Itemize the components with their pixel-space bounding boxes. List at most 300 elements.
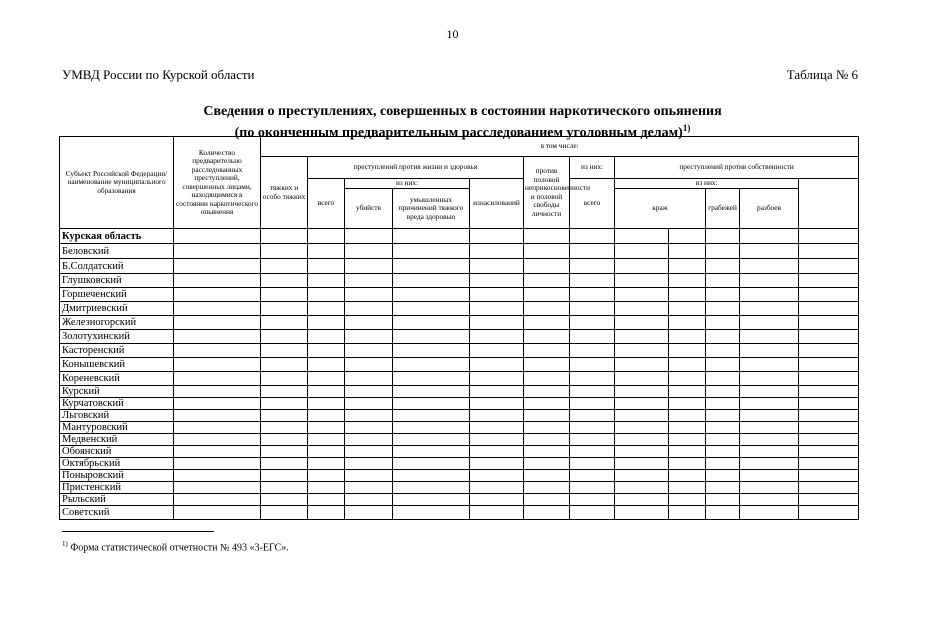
table-cell bbox=[570, 274, 615, 288]
table-cell bbox=[615, 398, 669, 410]
table-cell bbox=[740, 259, 799, 274]
table-cell bbox=[174, 330, 261, 344]
table-cell bbox=[706, 372, 740, 386]
table-cell bbox=[799, 316, 859, 330]
table-cell bbox=[174, 458, 261, 470]
table-cell bbox=[740, 398, 799, 410]
title-footnote-mark: 1) bbox=[682, 123, 691, 133]
table-cell bbox=[524, 470, 570, 482]
table-cell bbox=[470, 458, 524, 470]
table-cell bbox=[174, 302, 261, 316]
table-cell bbox=[261, 358, 308, 372]
table-cell bbox=[393, 372, 470, 386]
table-cell bbox=[706, 434, 740, 446]
table-cell bbox=[308, 506, 345, 520]
header-sexual: против половой неприкосновенности и половой свободы личности bbox=[524, 157, 570, 229]
table-cell bbox=[174, 494, 261, 506]
table-cell bbox=[524, 458, 570, 470]
table-cell bbox=[345, 446, 393, 458]
table-cell bbox=[470, 358, 524, 372]
table-cell bbox=[308, 302, 345, 316]
table-cell bbox=[524, 386, 570, 398]
table-cell bbox=[799, 410, 859, 422]
table-cell bbox=[669, 506, 706, 520]
table-cell bbox=[669, 344, 706, 358]
table-cell bbox=[706, 316, 740, 330]
table-cell bbox=[740, 316, 799, 330]
table-cell bbox=[669, 244, 706, 259]
table-cell bbox=[740, 358, 799, 372]
footnote-text: Форма статистической отчетности № 493 «3-ЕГС». bbox=[67, 542, 289, 554]
table-cell bbox=[470, 482, 524, 494]
table-cell bbox=[706, 422, 740, 434]
table-cell bbox=[470, 434, 524, 446]
table-row bbox=[60, 410, 859, 422]
table-cell bbox=[345, 274, 393, 288]
table-cell bbox=[799, 470, 859, 482]
table-cell bbox=[524, 302, 570, 316]
table-cell bbox=[393, 386, 470, 398]
header-of-them-1: из них: bbox=[345, 179, 470, 189]
region-name: Советский bbox=[60, 506, 174, 520]
table-cell bbox=[308, 244, 345, 259]
table-cell bbox=[615, 506, 669, 520]
table-cell bbox=[740, 288, 799, 302]
table-cell bbox=[174, 259, 261, 274]
table-cell bbox=[345, 259, 393, 274]
table-cell bbox=[570, 386, 615, 398]
table-cell bbox=[261, 316, 308, 330]
table-cell bbox=[706, 274, 740, 288]
table-cell bbox=[470, 398, 524, 410]
header-total-2: всего bbox=[570, 179, 615, 229]
table-row bbox=[60, 434, 859, 446]
table-cell bbox=[308, 372, 345, 386]
table-cell bbox=[570, 259, 615, 274]
table-cell bbox=[615, 386, 669, 398]
region-name: Поныровский bbox=[60, 470, 174, 482]
table-cell bbox=[669, 372, 706, 386]
title-line-1: Сведения о преступлениях, совершенных в состоянии наркотического опьянения bbox=[203, 104, 722, 119]
table-cell bbox=[570, 358, 615, 372]
table-cell bbox=[524, 482, 570, 494]
table-cell bbox=[308, 229, 345, 244]
table-cell bbox=[570, 229, 615, 244]
table-cell bbox=[706, 244, 740, 259]
table-cell bbox=[799, 358, 859, 372]
table-cell bbox=[615, 302, 669, 316]
table-cell bbox=[524, 434, 570, 446]
table-cell bbox=[524, 316, 570, 330]
table-cell bbox=[174, 446, 261, 458]
table-cell bbox=[345, 288, 393, 302]
table-cell bbox=[470, 244, 524, 259]
table-cell bbox=[615, 316, 669, 330]
table-cell bbox=[706, 386, 740, 398]
region-name: Льговский bbox=[60, 410, 174, 422]
table-number: Таблица № 6 bbox=[786, 67, 858, 82]
table-cell bbox=[393, 494, 470, 506]
table-cell bbox=[470, 470, 524, 482]
table-cell bbox=[524, 446, 570, 458]
table-cell bbox=[308, 470, 345, 482]
table-cell bbox=[345, 422, 393, 434]
table-cell bbox=[174, 372, 261, 386]
table-cell bbox=[524, 398, 570, 410]
page-number: 10 bbox=[446, 27, 459, 41]
table-cell bbox=[345, 358, 393, 372]
header-thefts: краж bbox=[615, 189, 706, 229]
table-cell bbox=[524, 494, 570, 506]
table-cell bbox=[669, 229, 706, 244]
table-cell bbox=[570, 316, 615, 330]
table-cell bbox=[740, 410, 799, 422]
table-cell bbox=[470, 274, 524, 288]
table-cell bbox=[615, 259, 669, 274]
table-cell bbox=[669, 494, 706, 506]
header-against-property: преступлений против собственности bbox=[615, 157, 859, 179]
table-cell bbox=[261, 410, 308, 422]
table-cell bbox=[799, 372, 859, 386]
table-cell bbox=[706, 446, 740, 458]
table-cell bbox=[799, 494, 859, 506]
table-row bbox=[60, 274, 859, 288]
table-cell bbox=[174, 470, 261, 482]
table-cell bbox=[261, 244, 308, 259]
table-cell bbox=[706, 494, 740, 506]
table-cell bbox=[470, 229, 524, 244]
table-cell bbox=[174, 358, 261, 372]
region-name: Кореневский bbox=[60, 372, 174, 386]
region-name: Беловский bbox=[60, 244, 174, 259]
table-cell bbox=[799, 422, 859, 434]
table-cell bbox=[308, 259, 345, 274]
region-name: Рыльский bbox=[60, 494, 174, 506]
table-cell bbox=[261, 344, 308, 358]
region-name: Курский bbox=[60, 386, 174, 398]
table-cell bbox=[615, 410, 669, 422]
table-cell bbox=[669, 434, 706, 446]
table-cell bbox=[570, 494, 615, 506]
table-cell bbox=[669, 302, 706, 316]
table-cell bbox=[524, 244, 570, 259]
region-name: Горшеченский bbox=[60, 288, 174, 302]
table-cell bbox=[799, 229, 859, 244]
table-cell bbox=[308, 422, 345, 434]
table-cell bbox=[393, 398, 470, 410]
table-cell bbox=[261, 288, 308, 302]
table-cell bbox=[740, 482, 799, 494]
header-murders: убийств bbox=[345, 189, 393, 229]
table-cell bbox=[345, 506, 393, 520]
table-cell bbox=[799, 259, 859, 274]
table-cell bbox=[524, 410, 570, 422]
table-cell bbox=[345, 316, 393, 330]
table-cell bbox=[615, 372, 669, 386]
table-cell bbox=[470, 506, 524, 520]
table-cell bbox=[345, 344, 393, 358]
table-cell bbox=[615, 244, 669, 259]
table-cell bbox=[393, 434, 470, 446]
table-cell bbox=[308, 358, 345, 372]
region-name: Дмитриевский bbox=[60, 302, 174, 316]
header-assaults: разбоев bbox=[740, 189, 799, 229]
table-cell bbox=[740, 458, 799, 470]
header-of-them-3: из них: bbox=[615, 179, 799, 189]
table-cell bbox=[308, 482, 345, 494]
table-cell bbox=[740, 344, 799, 358]
table-cell bbox=[706, 344, 740, 358]
header-grievous-harm: умышленных причинений тяжкого вреда здоровью bbox=[393, 189, 470, 229]
table-cell bbox=[393, 482, 470, 494]
table-cell bbox=[345, 482, 393, 494]
table-cell bbox=[345, 302, 393, 316]
table-cell bbox=[261, 470, 308, 482]
table-cell bbox=[261, 330, 308, 344]
table-cell bbox=[261, 494, 308, 506]
table-cell bbox=[470, 422, 524, 434]
table-cell bbox=[799, 434, 859, 446]
table-cell bbox=[393, 344, 470, 358]
table-cell bbox=[345, 410, 393, 422]
table-cell bbox=[308, 330, 345, 344]
table-cell bbox=[524, 274, 570, 288]
table-cell bbox=[308, 288, 345, 302]
table-cell bbox=[261, 398, 308, 410]
table-cell bbox=[615, 229, 669, 244]
table-cell bbox=[799, 274, 859, 288]
table-row bbox=[60, 244, 859, 259]
table-cell bbox=[393, 330, 470, 344]
table-cell bbox=[669, 458, 706, 470]
table-cell bbox=[470, 386, 524, 398]
table-cell bbox=[706, 358, 740, 372]
table-cell bbox=[174, 482, 261, 494]
region-name: Железногорский bbox=[60, 316, 174, 330]
table-cell bbox=[799, 344, 859, 358]
table-cell bbox=[308, 446, 345, 458]
table-cell bbox=[799, 398, 859, 410]
table-row bbox=[60, 302, 859, 316]
table-cell bbox=[174, 434, 261, 446]
table-cell bbox=[669, 398, 706, 410]
table-cell bbox=[615, 494, 669, 506]
table-cell bbox=[615, 458, 669, 470]
table-cell bbox=[470, 446, 524, 458]
header-subject: Субъект Российской Федерации/ наименование муниципального образования bbox=[60, 137, 174, 229]
table-cell bbox=[799, 330, 859, 344]
table-cell bbox=[706, 482, 740, 494]
table-cell bbox=[174, 274, 261, 288]
table-cell bbox=[470, 372, 524, 386]
table-cell bbox=[669, 470, 706, 482]
table-cell bbox=[799, 302, 859, 316]
table-cell bbox=[261, 506, 308, 520]
table-cell bbox=[570, 398, 615, 410]
region-name: Золотухинский bbox=[60, 330, 174, 344]
table-cell bbox=[570, 344, 615, 358]
table-cell bbox=[393, 358, 470, 372]
table-cell bbox=[669, 482, 706, 494]
table-cell bbox=[524, 372, 570, 386]
footnote-separator bbox=[62, 531, 214, 532]
table-cell bbox=[261, 458, 308, 470]
table-cell bbox=[393, 274, 470, 288]
region-name: Курская область bbox=[60, 229, 174, 244]
table-cell bbox=[261, 446, 308, 458]
table-cell bbox=[174, 229, 261, 244]
header-of-them-2: из них: bbox=[570, 157, 615, 179]
table-cell bbox=[393, 410, 470, 422]
table-cell bbox=[615, 288, 669, 302]
table-cell bbox=[524, 288, 570, 302]
table-cell bbox=[470, 410, 524, 422]
table-cell bbox=[261, 434, 308, 446]
table-cell bbox=[570, 422, 615, 434]
table-cell bbox=[706, 288, 740, 302]
table-cell bbox=[615, 446, 669, 458]
table-cell bbox=[706, 506, 740, 520]
table-cell bbox=[570, 410, 615, 422]
table-cell bbox=[308, 494, 345, 506]
table-cell bbox=[570, 470, 615, 482]
table-cell bbox=[706, 259, 740, 274]
table-cell bbox=[393, 229, 470, 244]
table-row bbox=[60, 446, 859, 458]
table-cell bbox=[261, 229, 308, 244]
table-cell bbox=[261, 422, 308, 434]
table-row bbox=[60, 259, 859, 274]
table-cell bbox=[524, 422, 570, 434]
table-row bbox=[60, 344, 859, 358]
table-cell bbox=[174, 506, 261, 520]
table-cell bbox=[799, 244, 859, 259]
region-name: Пристенский bbox=[60, 482, 174, 494]
table-cell bbox=[470, 330, 524, 344]
table-cell bbox=[706, 398, 740, 410]
table-cell bbox=[740, 330, 799, 344]
table-cell bbox=[308, 386, 345, 398]
header-row-1 bbox=[60, 137, 859, 157]
table-cell bbox=[308, 434, 345, 446]
table-cell bbox=[174, 244, 261, 259]
region-name: Конышевский bbox=[60, 358, 174, 372]
table-cell bbox=[174, 422, 261, 434]
table-cell bbox=[308, 410, 345, 422]
table-cell bbox=[669, 259, 706, 274]
table-row bbox=[60, 358, 859, 372]
region-name: Б.Солдатский bbox=[60, 259, 174, 274]
table-cell bbox=[261, 482, 308, 494]
region-name: Октябрьский bbox=[60, 458, 174, 470]
table-cell bbox=[570, 288, 615, 302]
table-cell bbox=[345, 229, 393, 244]
footnote-mark: 1) bbox=[62, 540, 68, 548]
table-cell bbox=[308, 344, 345, 358]
table-row bbox=[60, 229, 859, 244]
table-cell bbox=[524, 358, 570, 372]
table-cell bbox=[669, 410, 706, 422]
organization-name: УМВД России по Курской области bbox=[62, 67, 255, 82]
table-row bbox=[60, 458, 859, 470]
table-cell bbox=[570, 458, 615, 470]
table-cell bbox=[393, 316, 470, 330]
table-cell bbox=[470, 259, 524, 274]
table-cell bbox=[740, 229, 799, 244]
table-row bbox=[60, 372, 859, 386]
table-cell bbox=[308, 316, 345, 330]
table-cell bbox=[470, 288, 524, 302]
table-cell bbox=[740, 302, 799, 316]
table-cell bbox=[470, 316, 524, 330]
table-cell bbox=[345, 494, 393, 506]
table-cell bbox=[393, 259, 470, 274]
table-cell bbox=[706, 330, 740, 344]
table-cell bbox=[174, 410, 261, 422]
table-cell bbox=[740, 386, 799, 398]
table-cell bbox=[669, 446, 706, 458]
table-cell bbox=[706, 458, 740, 470]
table-cell bbox=[393, 458, 470, 470]
table-cell bbox=[174, 344, 261, 358]
table-cell bbox=[261, 372, 308, 386]
table-cell bbox=[740, 372, 799, 386]
table-cell bbox=[393, 470, 470, 482]
table-row bbox=[60, 506, 859, 520]
table-row bbox=[60, 316, 859, 330]
table-cell bbox=[740, 434, 799, 446]
table-row bbox=[60, 422, 859, 434]
table-cell bbox=[570, 434, 615, 446]
table-cell bbox=[345, 398, 393, 410]
table-cell bbox=[393, 288, 470, 302]
table-cell bbox=[393, 506, 470, 520]
table-cell bbox=[261, 302, 308, 316]
table-cell bbox=[393, 244, 470, 259]
crime-statistics-table bbox=[59, 136, 859, 520]
table-cell bbox=[174, 386, 261, 398]
table-cell bbox=[174, 316, 261, 330]
table-cell bbox=[799, 446, 859, 458]
table-row bbox=[60, 386, 859, 398]
table-row bbox=[60, 482, 859, 494]
table-cell bbox=[615, 344, 669, 358]
table-cell bbox=[740, 494, 799, 506]
table-cell bbox=[570, 372, 615, 386]
table-row bbox=[60, 470, 859, 482]
table-cell bbox=[740, 506, 799, 520]
table-cell bbox=[615, 470, 669, 482]
table-cell bbox=[669, 330, 706, 344]
header-grave: тяжких и особо тяжких bbox=[261, 157, 308, 229]
table-cell bbox=[345, 244, 393, 259]
table-row bbox=[60, 398, 859, 410]
table-cell bbox=[570, 446, 615, 458]
table-cell bbox=[740, 422, 799, 434]
table-cell bbox=[740, 274, 799, 288]
table-row bbox=[60, 330, 859, 344]
header-robberies: грабежей bbox=[706, 189, 740, 229]
table-cell bbox=[799, 386, 859, 398]
table-cell bbox=[706, 470, 740, 482]
table-cell bbox=[345, 330, 393, 344]
table-cell bbox=[174, 288, 261, 302]
region-name: Курчатовский bbox=[60, 398, 174, 410]
table-cell bbox=[799, 288, 859, 302]
table-cell bbox=[669, 422, 706, 434]
table-cell bbox=[524, 330, 570, 344]
table-cell bbox=[393, 302, 470, 316]
